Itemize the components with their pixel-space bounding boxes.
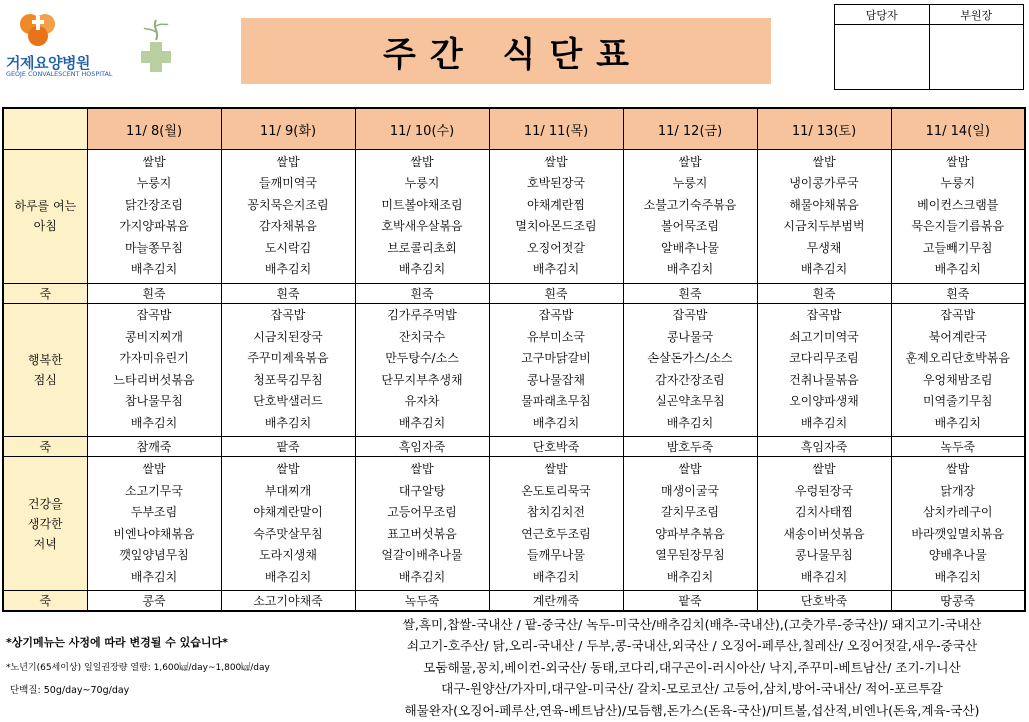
- hospital-subtitle: GEOJE CONVALESCENT HOSPITAL: [6, 70, 113, 78]
- menu-item: 야채계란말이: [253, 505, 323, 520]
- porridge-label: 죽: [3, 437, 87, 457]
- menu-item: 쌀밥: [678, 154, 702, 169]
- day-header-row: [3, 108, 1025, 150]
- menu-item: 묵은지들기름볶음: [911, 219, 1005, 234]
- lunch-cell: [623, 303, 757, 437]
- menu-item: 얼갈이배추나물: [381, 548, 463, 563]
- day-header: 11/ 11(목): [489, 108, 623, 150]
- meal-label-lunch: 행복한 점심: [3, 303, 87, 437]
- menu-item: 만두탕수/소스: [385, 351, 459, 366]
- logo-emblem-icon: [18, 10, 58, 50]
- breakfast-cell: [355, 150, 489, 284]
- menu-item: 쌀밥: [812, 462, 836, 477]
- menu-item: 잡곡밥: [270, 308, 306, 323]
- menu-item: 두부조림: [130, 505, 178, 520]
- menu-item: 양파부추볶음: [655, 526, 725, 541]
- menu-item: 쌀밥: [812, 154, 836, 169]
- breakfast-cell: [221, 150, 355, 284]
- weekly-menu-table: [2, 107, 1026, 612]
- menu-item: 배추김치: [934, 415, 981, 430]
- origin-line: 쌀,흑미,찹쌀-국내산 / 팥-중국산/ 녹두-미국산/배추김치(배추-국내산),(고춧가루-중국산)/ 돼지고기-국내산: [402, 617, 982, 632]
- menu-item: 배추김치: [934, 262, 981, 277]
- menu-item: 부대찌개: [264, 483, 312, 498]
- menu-item: 북어계란국: [928, 329, 987, 344]
- menu-item: 코다리무조림: [789, 351, 859, 366]
- corner-cell: [3, 108, 87, 150]
- breakfast-porridge-row: [3, 283, 1025, 303]
- menu-item: 물파래초무침: [521, 394, 591, 409]
- menu-item: 갈치무조림: [661, 505, 719, 520]
- menu-item: 배추김치: [800, 415, 848, 430]
- porridge-cell: 녹두죽: [355, 591, 489, 612]
- menu-item: 배추김치: [800, 262, 848, 277]
- menu-item: 배추김치: [398, 262, 446, 277]
- menu-item: 우렁된장국: [795, 483, 853, 498]
- porridge-cell: 땅콩죽: [891, 591, 1025, 612]
- menu-item: 콩나물잡채: [527, 372, 585, 387]
- menu-item: 바라깻잎멸치볶음: [911, 526, 1005, 541]
- porridge-cell: 흰죽: [489, 283, 623, 303]
- menu-item: 매생이굴국: [661, 483, 719, 498]
- menu-item: 우엉채밤조림: [922, 372, 993, 387]
- menu-item: 단호박샐러드: [253, 394, 323, 409]
- porridge-cell: 흰죽: [87, 283, 221, 303]
- ingredient-origin: [356, 614, 1028, 721]
- menu-item: 시금치두부범벅: [783, 219, 865, 234]
- menu-item: 느타리버섯볶음: [113, 372, 195, 387]
- menu-item: 유자차: [404, 394, 440, 409]
- origin-line: 모둠해물,꽁치,베이컨-외국산/ 동태,코다리,대구곤이-러시아산/ 낙지,주꾸미-베트남산/ 조기-기니산: [423, 659, 961, 675]
- menu-item: 고구마닭갈비: [521, 351, 591, 366]
- menu-item: 배추김치: [800, 569, 848, 584]
- dinner-cell: [489, 457, 623, 591]
- menu-item: 고등어무조림: [387, 505, 457, 520]
- menu-item: 잔치국수: [398, 329, 446, 344]
- menu-item: 콩나물무침: [795, 548, 853, 563]
- menu-item: 누룽지: [136, 176, 172, 191]
- menu-item: 쇠고기미역국: [789, 329, 859, 344]
- menu-item: 소불고기숙주볶음: [643, 197, 737, 212]
- menu-item: 볼어묵조림: [661, 219, 719, 234]
- breakfast-row: [3, 150, 1025, 284]
- menu-item: 쌀밥: [678, 462, 702, 477]
- menu-item: 숙주맛살무침: [253, 526, 323, 541]
- menu-item: 누룽지: [940, 176, 976, 191]
- dinner-cell: [757, 457, 891, 591]
- menu-item: 양배추나물: [928, 548, 987, 563]
- menu-item: 미트볼야채조림: [381, 197, 463, 212]
- menu-item: 훈제오리단호박볶음: [905, 351, 1010, 366]
- menu-item: 들깨미역국: [259, 176, 317, 191]
- dinner-cell: [891, 457, 1025, 591]
- menu-item: 주꾸미제육볶음: [247, 351, 329, 366]
- menu-item: 야채계란찜: [527, 197, 585, 212]
- menu-item: 가자미유린기: [119, 351, 189, 366]
- menu-item: 손살돈가스/소스: [647, 351, 733, 366]
- porridge-cell: 밤호두죽: [623, 437, 757, 457]
- day-header: 11/ 9(화): [221, 108, 355, 150]
- menu-item: 배추김치: [130, 569, 178, 584]
- menu-item: 청포묵김무침: [253, 372, 323, 387]
- menu-item: 배추김치: [264, 415, 312, 430]
- porridge-cell: 팥죽: [623, 591, 757, 612]
- menu-item: 고들빼기무침: [922, 240, 993, 255]
- menu-item: 누룽지: [404, 176, 440, 191]
- menu-item: 배추김치: [130, 415, 178, 430]
- menu-item: 쌀밥: [544, 154, 568, 169]
- dinner-cell: [355, 457, 489, 591]
- menu-item: 새송이버섯볶음: [783, 526, 865, 541]
- porridge-cell: 흰죽: [891, 283, 1025, 303]
- menu-item: 참나물무침: [125, 394, 183, 409]
- menu-item: 꽁치묵은지조림: [247, 197, 329, 212]
- menu-item: 배추김치: [666, 569, 714, 584]
- porridge-cell: 소고기야채죽: [221, 591, 355, 612]
- menu-item: 김가루주먹밥: [387, 308, 457, 323]
- menu-item: 누룽지: [672, 176, 708, 191]
- menu-item: 배추김치: [264, 262, 312, 277]
- lunch-cell: [489, 303, 623, 437]
- menu-item: 감자채볶음: [259, 219, 317, 234]
- menu-item: 배추김치: [532, 262, 580, 277]
- menu-item: 김치사태찜: [795, 505, 853, 520]
- menu-item: 시금치된장국: [253, 329, 323, 344]
- dinner-porridge-row: [3, 591, 1025, 612]
- menu-item: 쌀밥: [142, 154, 166, 169]
- menu-item: 쌀밥: [410, 154, 434, 169]
- porridge-cell: 계란깨죽: [489, 591, 623, 612]
- menu-item: 가지양파볶음: [119, 219, 189, 234]
- breakfast-cell: [891, 150, 1025, 284]
- menu-item: 콩비지찌개: [125, 329, 183, 344]
- porridge-cell: 흰죽: [757, 283, 891, 303]
- menu-item: 들깨무나물: [527, 548, 585, 563]
- porridge-cell: 흑임자죽: [355, 437, 489, 457]
- menu-item: 닭개장: [940, 483, 976, 498]
- menu-item: 냉이콩가루국: [789, 176, 859, 191]
- menu-item: 열무된장무침: [655, 548, 725, 563]
- breakfast-cell: [623, 150, 757, 284]
- meal-label-breakfast: 하루를 여는 아침: [3, 150, 87, 284]
- dinner-cell: [87, 457, 221, 591]
- breakfast-cell: [757, 150, 891, 284]
- menu-item: 잡곡밥: [672, 308, 708, 323]
- menu-item: 배추김치: [398, 415, 446, 430]
- porridge-cell: 녹두죽: [891, 437, 1025, 457]
- menu-item: 오이양파생채: [789, 394, 859, 409]
- origin-line: 쇠고기-호주산/ 닭,오리-국내산 / 두부,콩-국내산,외국산 / 오징어-페루산,칠레산/ 오징어젓갈,새우-중국산: [406, 638, 978, 654]
- menu-item: 콩나물국: [666, 329, 714, 344]
- menu-item: 단무지부추생채: [381, 372, 463, 387]
- menu-item: 닭간장조림: [125, 197, 183, 212]
- origin-line: 대구-원양산/가자미,대구알-미국산/ 갈치-모로코산/ 고등어,삼치,방어-국내산/ 적어-포르투갈: [441, 681, 943, 697]
- menu-item: 무생채: [806, 240, 842, 255]
- menu-item: 대구알탕: [398, 483, 446, 498]
- porridge-cell: 단호박죽: [757, 591, 891, 612]
- lunch-row: [3, 303, 1025, 437]
- porridge-cell: 흰죽: [623, 283, 757, 303]
- menu-item: 배추김치: [398, 569, 446, 584]
- menu-item: 표고버섯볶음: [387, 526, 457, 541]
- page-title-box: [241, 18, 771, 84]
- menu-item: 유부미소국: [527, 329, 585, 344]
- menu-change-notice: *상기메뉴는 사정에 따라 변경될 수 있습니다*: [6, 636, 228, 649]
- approval-staff-label: 담당자: [835, 5, 930, 25]
- menu-item: 베이컨스크램블: [917, 197, 999, 212]
- menu-item: 쌀밥: [142, 462, 166, 477]
- menu-item: 배추김치: [934, 569, 981, 584]
- menu-item: 잡곡밥: [538, 308, 574, 323]
- menu-item: 호박된장국: [527, 176, 585, 191]
- menu-item: 마늘쫑무침: [125, 240, 183, 255]
- porridge-cell: 팥죽: [221, 437, 355, 457]
- porridge-cell: 콩죽: [87, 591, 221, 612]
- lunch-cell: [355, 303, 489, 437]
- hospital-name: 거제요양병원: [6, 54, 90, 72]
- menu-item: 참치김치전: [527, 505, 585, 520]
- day-header: 11/ 8(월): [87, 108, 221, 150]
- approval-vice-director-sign: [929, 25, 1024, 90]
- porridge-cell: 흑임자죽: [757, 437, 891, 457]
- menu-item: 실곤약초무침: [655, 394, 725, 409]
- menu-item: 깻잎양념무침: [119, 548, 189, 563]
- menu-item: 호박새우살볶음: [381, 219, 463, 234]
- lunch-cell: [757, 303, 891, 437]
- menu-item: 배추김치: [666, 415, 714, 430]
- menu-item: 브로콜리초회: [387, 240, 457, 255]
- approval-box: [834, 4, 1024, 90]
- lunch-cell: [221, 303, 355, 437]
- menu-item: 잡곡밥: [940, 308, 976, 323]
- menu-item: 삼치카레구이: [922, 505, 993, 520]
- porridge-label: 죽: [3, 283, 87, 303]
- porridge-cell: 흰죽: [221, 283, 355, 303]
- lunch-porridge-row: [3, 437, 1025, 457]
- menu-item: 온도토리묵국: [521, 483, 591, 498]
- menu-item: 배추김치: [532, 415, 580, 430]
- menu-item: 쌀밥: [410, 462, 434, 477]
- menu-item: 배추김치: [264, 569, 312, 584]
- menu-item: 멸치아몬드조림: [515, 219, 597, 234]
- approval-staff-sign: [835, 25, 930, 90]
- dinner-cell: [221, 457, 355, 591]
- day-header: 11/ 12(금): [623, 108, 757, 150]
- menu-item: 도라지생채: [259, 548, 317, 563]
- menu-item: 잡곡밥: [136, 308, 172, 323]
- day-header: 11/ 10(수): [355, 108, 489, 150]
- menu-item: 쌀밥: [544, 462, 568, 477]
- approval-vice-director-label: 부원장: [929, 5, 1024, 25]
- menu-item: 미역줄기무침: [922, 394, 993, 409]
- menu-item: 해물야채볶음: [789, 197, 859, 212]
- porridge-label: 죽: [3, 591, 87, 612]
- porridge-cell: 단호박죽: [489, 437, 623, 457]
- dinner-cell: [623, 457, 757, 591]
- menu-item: 도시락김: [264, 240, 312, 255]
- menu-item: 배추김치: [130, 262, 178, 277]
- lunch-cell: [87, 303, 221, 437]
- breakfast-cell: [87, 150, 221, 284]
- lunch-cell: [891, 303, 1025, 437]
- breakfast-cell: [489, 150, 623, 284]
- protein-recommendation: 단백질: 50g/day~70g/day: [10, 685, 130, 696]
- menu-item: 연근호두조림: [521, 526, 591, 541]
- meal-label-dinner: 건강을 생각한 저녁: [3, 457, 87, 591]
- porridge-cell: 참깨죽: [87, 437, 221, 457]
- menu-item: 쌀밥: [946, 462, 970, 477]
- cross-plant-icon: [138, 16, 174, 74]
- porridge-cell: 흰죽: [355, 283, 489, 303]
- day-header: 11/ 13(토): [757, 108, 891, 150]
- menu-item: 배추김치: [532, 569, 580, 584]
- menu-item: 비엔나야채볶음: [113, 526, 195, 541]
- origin-line: 해물완자(오징어-페루산,연육-베트남산)/모듬햄,돈가스(돈육-국산)/미트볼,섭산적,비엔나(돈육,계육-국산): [404, 702, 980, 718]
- menu-item: 감자간장조림: [655, 372, 725, 387]
- menu-item: 건취나물볶음: [789, 372, 859, 387]
- menu-item: 오징어젓갈: [527, 240, 585, 255]
- menu-item: 알배추나물: [661, 240, 719, 255]
- day-header: 11/ 14(일): [891, 108, 1025, 150]
- menu-item: 잡곡밥: [806, 308, 842, 323]
- menu-item: 쌀밥: [946, 154, 970, 169]
- energy-recommendation: *노년기(65세이상) 일일권장량 열량: 1,600㎉/day~1,800㎉/day: [6, 663, 270, 673]
- menu-item: 소고기무국: [125, 483, 183, 498]
- hospital-logo: [4, 8, 184, 78]
- menu-item: 배추김치: [666, 262, 714, 277]
- menu-item: 쌀밥: [276, 154, 300, 169]
- page-title: 주간 식단표: [382, 34, 644, 75]
- dinner-row: [3, 457, 1025, 591]
- menu-item: 쌀밥: [276, 462, 300, 477]
